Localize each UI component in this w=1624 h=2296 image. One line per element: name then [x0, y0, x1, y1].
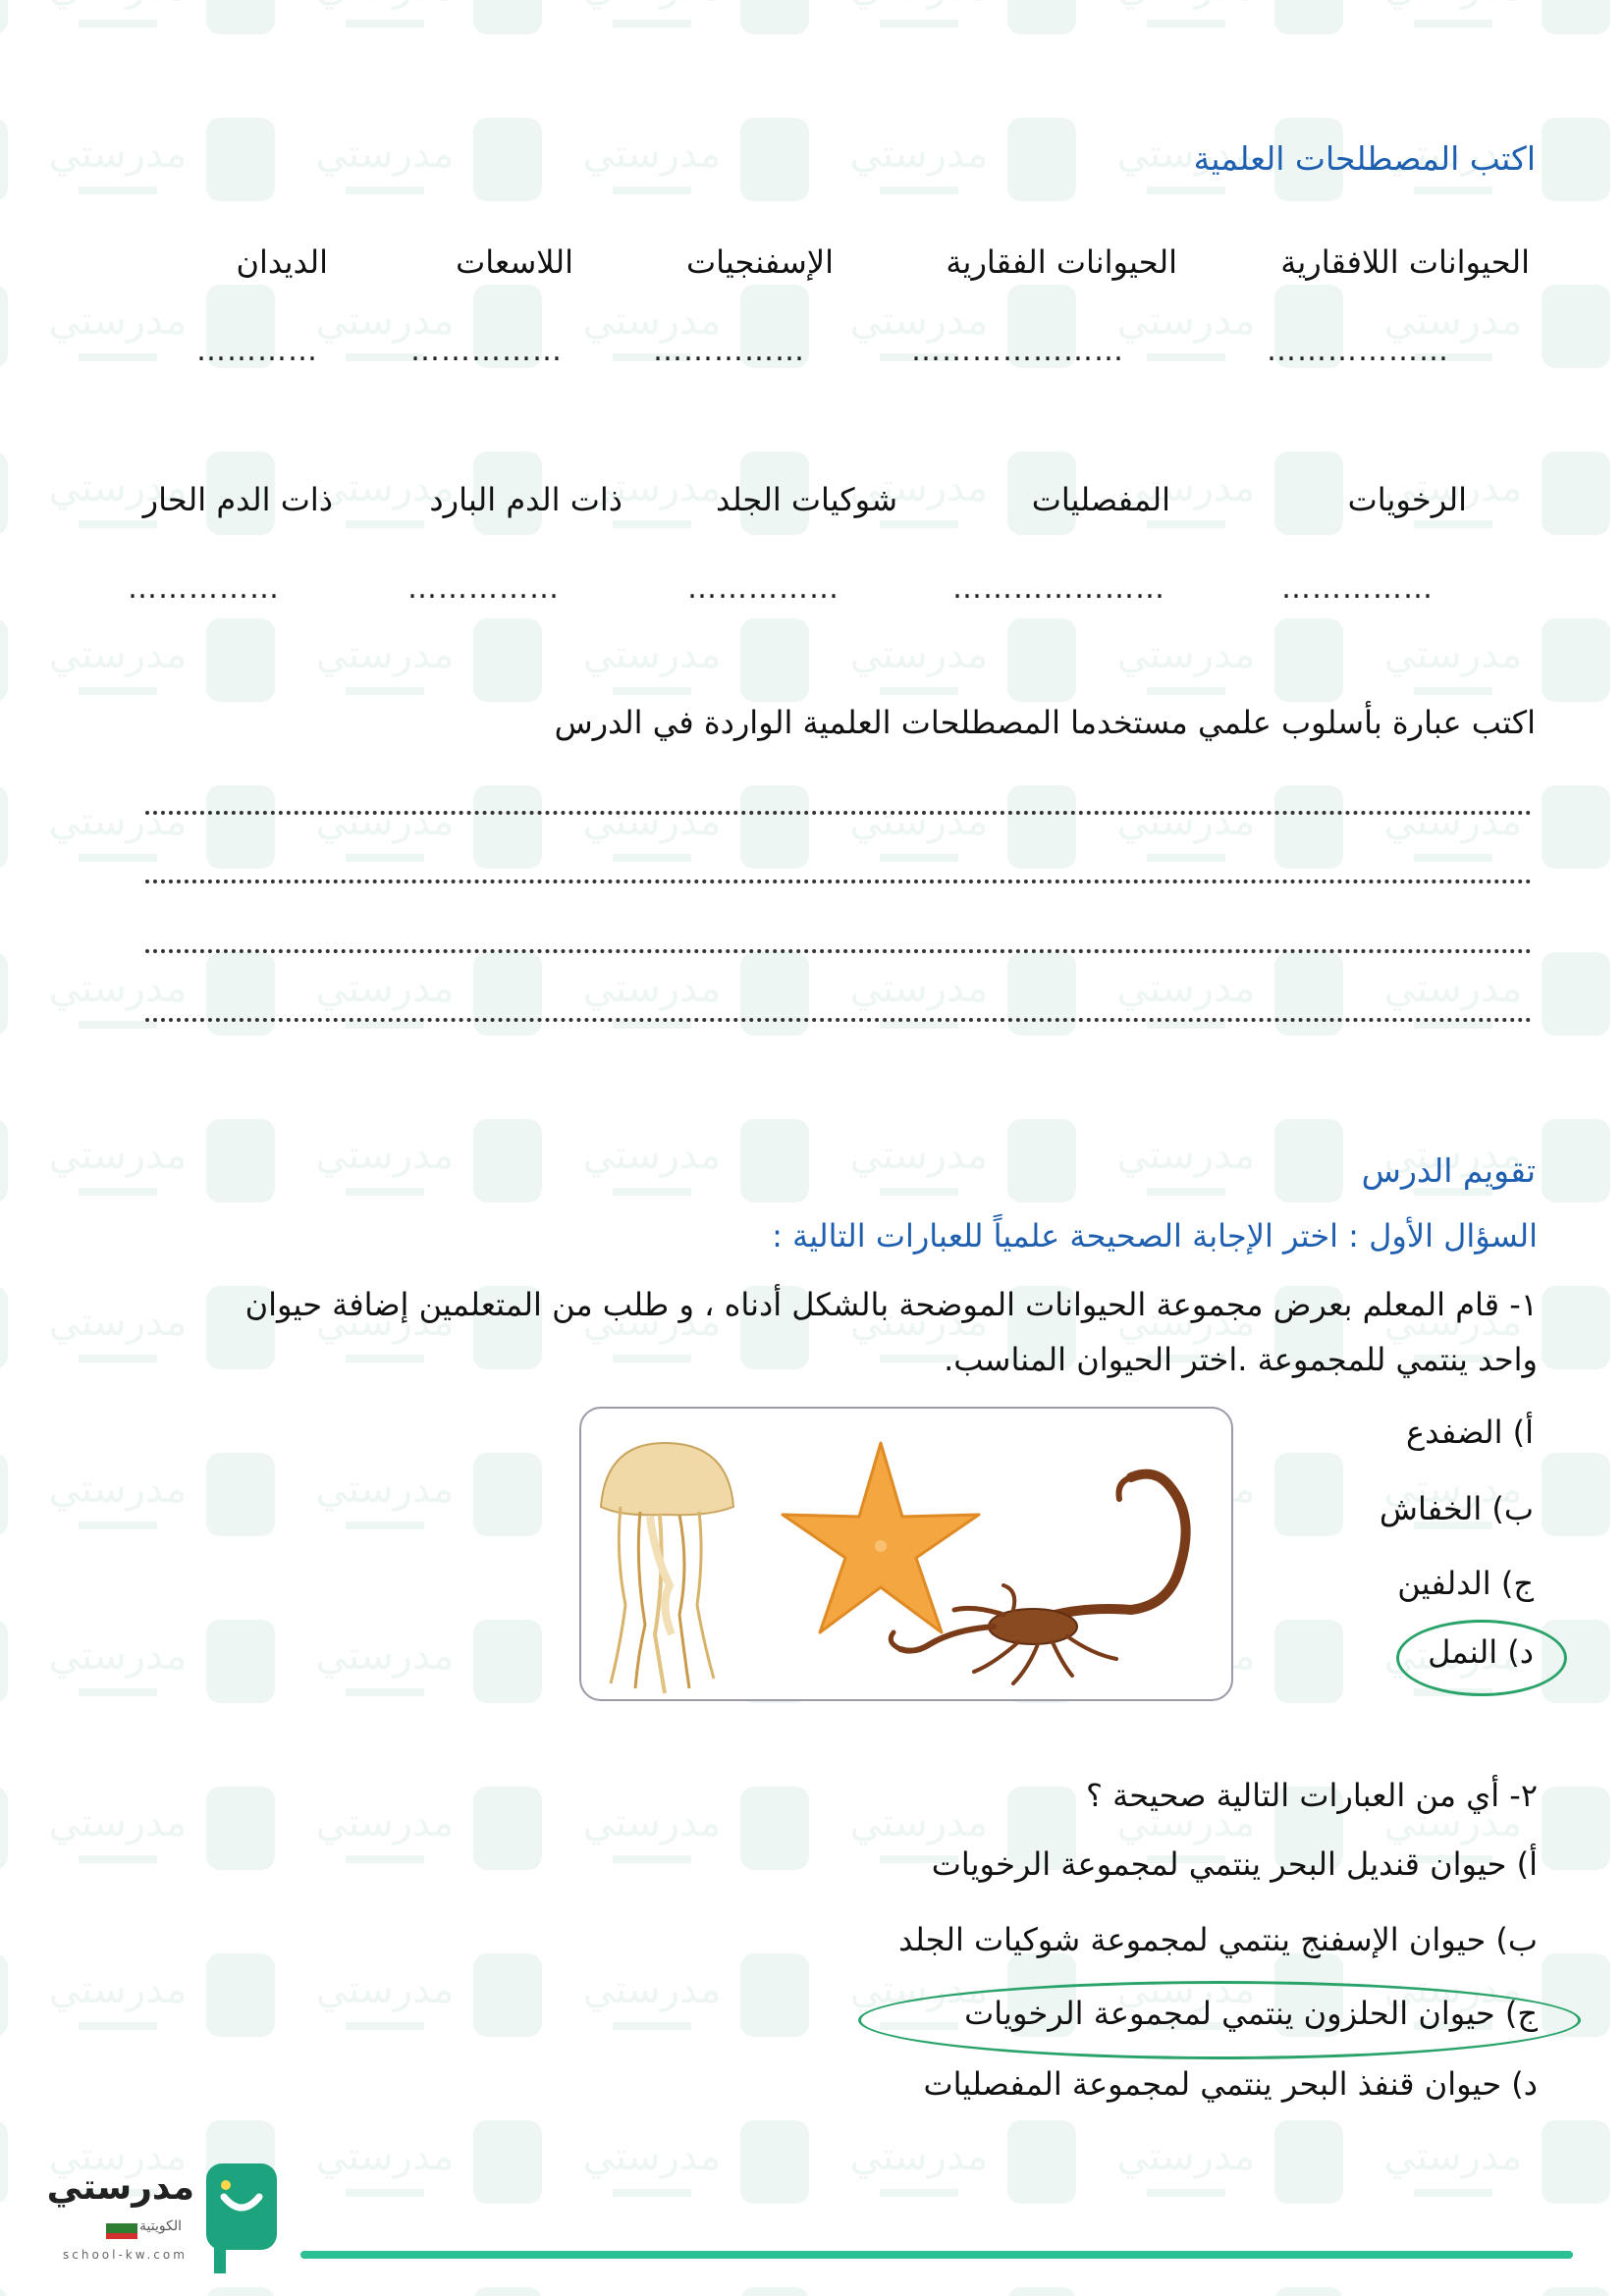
- scorpion-illustration: [891, 1474, 1185, 1683]
- term-cnidarians: اللاسعات: [456, 243, 573, 281]
- logo-url: school-kw.com: [63, 2248, 188, 2262]
- blank[interactable]: …………: [196, 334, 318, 368]
- q2-option-a[interactable]: أ) حيوان قنديل البحر ينتمي لمجموعة الرخويات: [931, 1845, 1538, 1883]
- answer-line[interactable]: [145, 1014, 1532, 1022]
- term-arthropods: المفصليات: [1031, 481, 1170, 518]
- blank[interactable]: ……………: [407, 571, 560, 606]
- q2-stem: ٢- أي من العبارات التالية صحيحة ؟: [1085, 1777, 1538, 1814]
- blank[interactable]: ………………: [1267, 334, 1449, 368]
- blank[interactable]: ……………: [410, 334, 563, 368]
- site-logo[interactable]: [46, 2158, 295, 2285]
- footer-rule: [300, 2251, 1573, 2259]
- q1-option-b[interactable]: ب) الخفاش: [1379, 1490, 1534, 1527]
- term-worms: الديدان: [236, 243, 328, 281]
- term-echinoderms: شوكيات الجلد: [716, 481, 897, 518]
- section-title: اكتب المصطلحات العلمية: [1193, 139, 1536, 178]
- q2-option-b[interactable]: ب) حيوان الإسفنج ينتمي لمجموعة شوكيات الجلد: [898, 1921, 1538, 1958]
- term-cold-blooded: ذات الدم البارد: [429, 481, 623, 518]
- blank[interactable]: …………………: [911, 334, 1124, 368]
- q2-option-d[interactable]: د) حيوان قنفذ البحر ينتمي لمجموعة المفصليات: [923, 2065, 1538, 2103]
- sentence-prompt: اكتب عبارة بأسلوب علمي مستخدما المصطلحات العلمية الواردة في الدرس: [554, 704, 1536, 741]
- term-vertebrates: الحيوانات الفقارية: [946, 243, 1177, 281]
- blank[interactable]: …………………: [952, 571, 1165, 606]
- blank[interactable]: ……………: [653, 334, 805, 368]
- selected-answer-circle: [1396, 1620, 1567, 1696]
- jellyfish-illustration: [601, 1443, 733, 1693]
- logo-text: مدرستي: [46, 2167, 194, 2208]
- q2-option-c[interactable]: ج) حيوان الحلزون ينتمي لمجموعة الرخويات: [964, 1995, 1538, 2032]
- question-heading: السؤال الأول : اختر الإجابة الصحيحة علمياً للعبارات التالية :: [772, 1217, 1538, 1255]
- blank[interactable]: ……………: [687, 571, 839, 606]
- starfish-illustration: [783, 1443, 979, 1632]
- q1-stem-line-2: واحد ينتمي للمجموعة .اختر الحيوان المناسب.: [944, 1341, 1538, 1378]
- answer-line[interactable]: [145, 807, 1532, 815]
- q1-option-c[interactable]: ج) الدلفين: [1397, 1565, 1534, 1602]
- blank[interactable]: ……………: [128, 571, 280, 606]
- answer-line[interactable]: [145, 876, 1532, 883]
- term-sponges: الإسفنجيات: [686, 243, 834, 281]
- evaluation-title: تقويم الدرس: [1361, 1151, 1536, 1190]
- selected-answer-circle: [858, 1981, 1581, 2059]
- term-invertebrates: الحيوانات اللافقارية: [1280, 243, 1530, 281]
- q1-stem-line-1: ١- قام المعلم بعرض مجموعة الحيوانات الموضحة بالشكل أدناه ، و طلب من المتعلمين إضافة حيوان: [244, 1286, 1538, 1323]
- q1-option-a[interactable]: أ) الضفدع: [1405, 1414, 1534, 1451]
- animals-figure: [579, 1407, 1233, 1701]
- blank[interactable]: ……………: [1281, 571, 1434, 606]
- answer-line[interactable]: [145, 945, 1532, 953]
- term-mollusks: الرخويات: [1347, 481, 1467, 518]
- logo-subtext: الكويتية: [139, 2218, 182, 2234]
- term-warm-blooded: ذات الدم الحار: [142, 481, 333, 518]
- q1-option-d[interactable]: د) النمل: [1428, 1633, 1534, 1671]
